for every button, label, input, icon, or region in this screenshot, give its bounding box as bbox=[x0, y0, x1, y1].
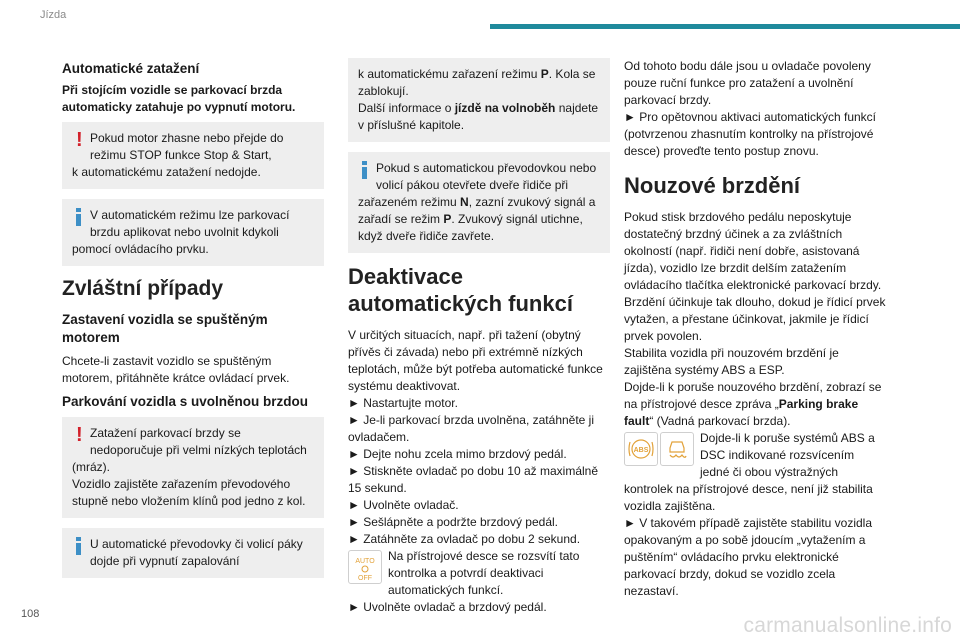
auto-off-warning-icon bbox=[348, 550, 382, 584]
heading-automatic-engagement: Automatické zatažení bbox=[62, 61, 200, 76]
warning-icon: ! bbox=[76, 424, 83, 446]
dsc-skid-warning-icon bbox=[660, 432, 694, 466]
warning-text-line1: Zatažení parkovací brzdy se bbox=[90, 426, 241, 440]
watermark: carmanualsonline.info bbox=[743, 614, 952, 637]
warning-text-line2: nedoporučuje při velmi nízkých teplotách bbox=[90, 443, 307, 457]
paragraph-emergency-2: Brzdění účinkuje tak dlouho, dokud je řídicí prvek vytažen, a přestane účinkovat, jakmile je řídicí prvek povolen. bbox=[624, 295, 886, 343]
warning-text-rest: k automatickému zatažení nedojde. bbox=[72, 165, 261, 179]
auto-off-icon-group bbox=[348, 550, 382, 584]
warning-box-low-temperature bbox=[62, 417, 324, 518]
text-fragment: . Kola se zablokují. bbox=[358, 67, 596, 98]
paragraph-stopping-engine-running: Chcete-li zastavit vozidlo se spuštěným motorem, přitáhněte krátce ovládací prvek. bbox=[62, 354, 290, 385]
svg-text:OFF: OFF bbox=[358, 575, 372, 582]
text-fragment: najdete v příslušné kapitole. bbox=[358, 101, 599, 132]
paragraph-emergency-4 bbox=[624, 379, 886, 430]
info-text-line2: volicí pákou otevřete dveře řidiče při bbox=[376, 178, 569, 192]
paragraph-manual-functions: Od tohoto bodu dále jsou u ovladače povoleny pouze ruční funkce pro zatažení a uvolnění parkovací brzdy. bbox=[624, 59, 871, 107]
info-box-continuation bbox=[348, 58, 610, 142]
paragraph-emergency-1: Pokud stisk brzdového pedálu neposkytuje dostatečný brzdný účinek a za zvláštních okolností (např. řidiči není dobře, asistovaná jízda), vozidlo lze brzdit delším zatažením ovládacího tlačítka elektronické parkovací brzdy. bbox=[624, 210, 882, 292]
step-5: ► Uvolněte ovladač. bbox=[348, 498, 459, 512]
text-fragment: . Zvukový signál utichne, když dveře řidiče zavřete. bbox=[358, 212, 583, 243]
header-accent-bar bbox=[490, 24, 960, 29]
auto-off-indicator-paragraph bbox=[348, 548, 610, 599]
warning-text-line2: režimu STOP funkce Stop & Start, bbox=[90, 148, 272, 162]
step-7: ► Zatáhněte za ovladač po dobu 2 sekund. bbox=[348, 532, 581, 546]
step-8: ► Uvolněte ovladač a brzdový pedál. bbox=[348, 600, 547, 614]
text-bold-freewheeling: jízdě na volnoběh bbox=[454, 101, 556, 115]
warning-text-rest2: Vozidlo zajistěte zařazením převodového stupně nebo vložením klínů pod jedno z kol. bbox=[72, 477, 306, 508]
heading-stopping-engine-running: Zastavení vozidla se spuštěným motorem bbox=[62, 312, 268, 345]
info-text-line2: brzdu aplikovat nebo uvolnit kdykoli bbox=[90, 225, 279, 239]
abs-dsc-paragraph bbox=[624, 430, 886, 515]
column-3 bbox=[624, 58, 886, 606]
info-text-line1: U automatické převodovky či volicí páky bbox=[90, 537, 303, 551]
info-box-auto-mode bbox=[62, 199, 324, 266]
text-fragment: Dojde-li k poruše nouzového brzdění, zobrazí se na přístrojové desce zpráva „ bbox=[624, 380, 882, 411]
heading-deactivation: Deaktivace automatických funkcí bbox=[348, 264, 573, 316]
info-text-rest: pomocí ovládacího prvku. bbox=[72, 242, 209, 256]
paragraph-emergency-3: Stabilita vozidla při nouzovém brzdění je zajištěna systémy ABS a ESP. bbox=[624, 346, 839, 377]
step-2: ► Je-li parkovací brzda uvolněna, zatáhněte ji ovladačem. bbox=[348, 413, 595, 444]
info-text-line1: V automatickém režimu lze parkovací bbox=[90, 208, 290, 222]
paragraph-reactivate: ► Pro opětovnou aktivaci automatických funkcí (potvrzenou zhasnutím kontrolky na přístrojové desce) proveďte tento postup znovu. bbox=[624, 110, 876, 158]
svg-text:AUTO: AUTO bbox=[355, 558, 375, 565]
text-fragment: , zazní zvukový signál a zařadí se režim bbox=[358, 195, 596, 226]
info-text-line1: Pokud s automatickou převodovkou nebo bbox=[376, 161, 597, 175]
paragraph-final-step: ► V takovém případě zajistěte stabilitu vozidla opakovaným a po sobě jdoucím „vytažením a puštěním“ ovládacího prvku elektronické parkovací brzdy, dokud se vozidlo zcela nezastaví. bbox=[624, 516, 872, 598]
text-fragment: zařazeném režimu bbox=[358, 195, 461, 209]
heading-emergency-braking: Nouzové brzdění bbox=[624, 173, 801, 198]
svg-text:ABS: ABS bbox=[633, 447, 649, 454]
step-1: ► Nastartujte motor. bbox=[348, 396, 458, 410]
warning-box-stop-start bbox=[62, 122, 324, 189]
heading-parking-brake-released: Parkování vozidla s uvolněnou brzdou bbox=[62, 394, 309, 409]
text-fragment: “ (Vadná parkovací brzda). bbox=[649, 414, 791, 428]
paragraph-automatic-engagement: Při stojícím vozidle se parkovací brzda automaticky zatahuje po vypnutí motoru. bbox=[62, 83, 296, 114]
abs-warning-icon bbox=[624, 432, 658, 466]
column-1 bbox=[62, 58, 324, 588]
step-4: ► Stiskněte ovladač po dobu 10 až maximálně 15 sekund. bbox=[348, 464, 599, 495]
step-3: ► Dejte nohu zcela mimo brzdový pedál. bbox=[348, 447, 567, 461]
warning-text-line1: Pokud motor zhasne nebo přejde do bbox=[90, 131, 284, 145]
warning-icon: ! bbox=[76, 129, 83, 151]
paragraph-deactivation-intro: V určitých situacích, např. při tažení (obytný přívěs či závada) nebo při extrémně nízkých teplotách, může být potřeba automatické funkce systému deaktivovat. bbox=[348, 328, 603, 393]
text-bold-N: N bbox=[460, 195, 469, 209]
warning-text-rest: (mráz). bbox=[72, 460, 110, 474]
info-text-line2: dojde při vypnutí zapalování bbox=[90, 554, 240, 568]
heading-special-cases: Zvláštní případy bbox=[62, 277, 224, 300]
text-bold-P: P bbox=[540, 67, 549, 81]
text-fragment: k automatickému zařazení režimu bbox=[358, 67, 541, 81]
column-2 bbox=[348, 58, 610, 622]
info-box-automatic-gearbox bbox=[62, 528, 324, 578]
text-fragment: Další informace o bbox=[358, 101, 455, 115]
section-label: Jízda bbox=[40, 9, 67, 21]
info-box-driver-door bbox=[348, 152, 610, 253]
text-bold-P: P bbox=[443, 212, 452, 226]
text-bold-parking-brake-fault: Parking brake fault bbox=[624, 397, 859, 428]
page-number: 108 bbox=[21, 608, 40, 620]
auto-off-description: Na přístrojové desce se rozsvítí tato kontrolka a potvrdí deaktivaci automatických funkcí. bbox=[388, 549, 580, 597]
abs-dsc-description: Dojde-li k poruše systémů ABS a DSC indikované rozsvícením jedné či obou výstražných kontrolek na přístrojové desce, není již stabilita vozidla zajištěna. bbox=[624, 431, 875, 513]
step-6: ► Sešlápněte a podržte brzdový pedál. bbox=[348, 515, 559, 529]
abs-dsc-icon-group bbox=[624, 432, 694, 466]
